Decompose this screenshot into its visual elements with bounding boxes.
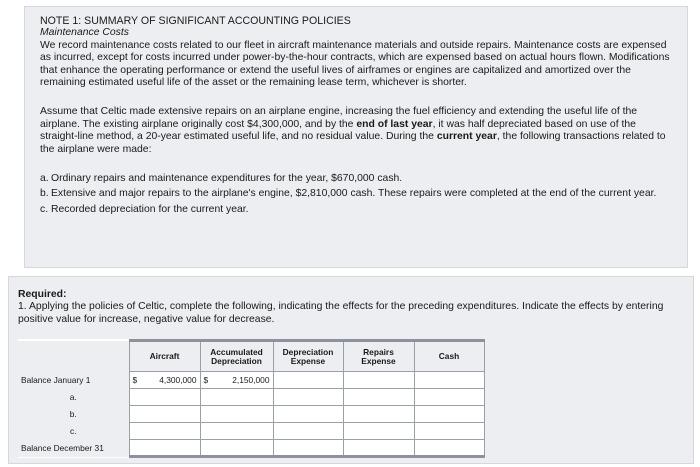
b-depreciation-input[interactable] — [273, 406, 343, 423]
list-item: a. Ordinary repairs and maintenance expenditures for the year, $670,000 cash. — [40, 173, 403, 185]
a-aircraft-input[interactable] — [129, 389, 200, 406]
c-aircraft-input[interactable] — [129, 423, 200, 440]
list-item: b. Extensive and major repairs to the airplane's engine, $2,810,000 cash. These repairs were completed at the end of the current year. — [40, 188, 657, 200]
row-label-b: b. — [18, 406, 129, 423]
balance-jan-depreciation-input[interactable] — [273, 372, 343, 389]
c-depreciation-input[interactable] — [273, 423, 343, 440]
a-depreciation-input[interactable] — [273, 389, 343, 406]
header-depreciation-expense: Depreciation Expense — [273, 341, 343, 372]
note-subtitle: Maintenance Costs — [40, 27, 129, 39]
row-label-a: a. — [18, 389, 129, 406]
a-repairs-input[interactable] — [343, 389, 414, 406]
balance-dec-depreciation-input[interactable] — [273, 440, 343, 457]
required-instruction: 1. Applying the policies of Celtic, complete the following, indicating the effects for the preceding expenditures. Indicate the effects by entering positive value for increase, negative value for decrease. — [18, 301, 664, 325]
table-row — [18, 372, 484, 389]
effects-table — [18, 339, 485, 458]
table-row — [18, 406, 484, 423]
balance-dec-repairs-input[interactable] — [343, 440, 414, 457]
scenario-text: Assume that Celtic made extensive repairs on an airplane engine, increasing the fuel efficiency and extending the useful life of the airplane. The existing airplane originally cost $4,300,000, and by the end of last year, it was half depreciated based on use of the straight-line method, a 20-year estimated useful life, and no residual value. During the current year, the following transactions related to the airplane were made: — [40, 106, 666, 155]
c-cash-input[interactable] — [414, 423, 484, 440]
c-accumulated-input[interactable] — [200, 423, 273, 440]
note-title: NOTE 1: SUMMARY OF SIGNIFICANT ACCOUNTING POLICIES — [40, 15, 351, 27]
transaction-list — [40, 173, 675, 216]
balance-jan-aircraft: $ 4,300,000 — [129, 372, 200, 389]
table-row — [18, 440, 484, 457]
required-heading: Required: — [18, 289, 67, 300]
balance-jan-repairs-input[interactable] — [343, 372, 414, 389]
b-cash-input[interactable] — [414, 406, 484, 423]
note-panel — [24, 6, 688, 268]
b-accumulated-input[interactable] — [200, 406, 273, 423]
balance-dec-aircraft-input[interactable] — [129, 440, 200, 457]
header-accumulated-depreciation: Accumulated Depreciation — [200, 341, 273, 372]
a-accumulated-input[interactable] — [200, 389, 273, 406]
list-item: c. Recorded depreciation for the current year. — [40, 203, 249, 215]
header-repairs-expense: Repairs Expense — [343, 341, 414, 372]
a-cash-input[interactable] — [414, 389, 484, 406]
row-label-balance-december: Balance December 31 — [18, 440, 129, 457]
c-repairs-input[interactable] — [343, 423, 414, 440]
header-cash: Cash — [414, 341, 484, 372]
balance-jan-accumulated: $ 2,150,000 — [200, 372, 273, 389]
table-row — [18, 423, 484, 440]
table-row — [18, 389, 484, 406]
policy-text: We record maintenance costs related to our fleet in aircraft maintenance materials and outside repairs. Maintenance costs are expensed as incurred, except for costs incurred under power-by-the-hour contracts, which are expensed based on actual hours flown. Modifications that enhance the operating performance or extend the useful lives of airframes or engines are capitalized and amortized over the remaining estimated useful life of the asset or the remaining lease term, whichever is shorter. — [40, 39, 670, 89]
balance-dec-cash-input[interactable] — [414, 440, 484, 457]
b-repairs-input[interactable] — [343, 406, 414, 423]
header-aircraft: Aircraft — [129, 341, 200, 372]
balance-jan-cash-input[interactable] — [414, 372, 484, 389]
row-label-balance-january: Balance January 1 — [18, 372, 129, 389]
row-label-c: c. — [18, 423, 129, 440]
b-aircraft-input[interactable] — [129, 406, 200, 423]
balance-dec-accumulated-input[interactable] — [200, 440, 273, 457]
